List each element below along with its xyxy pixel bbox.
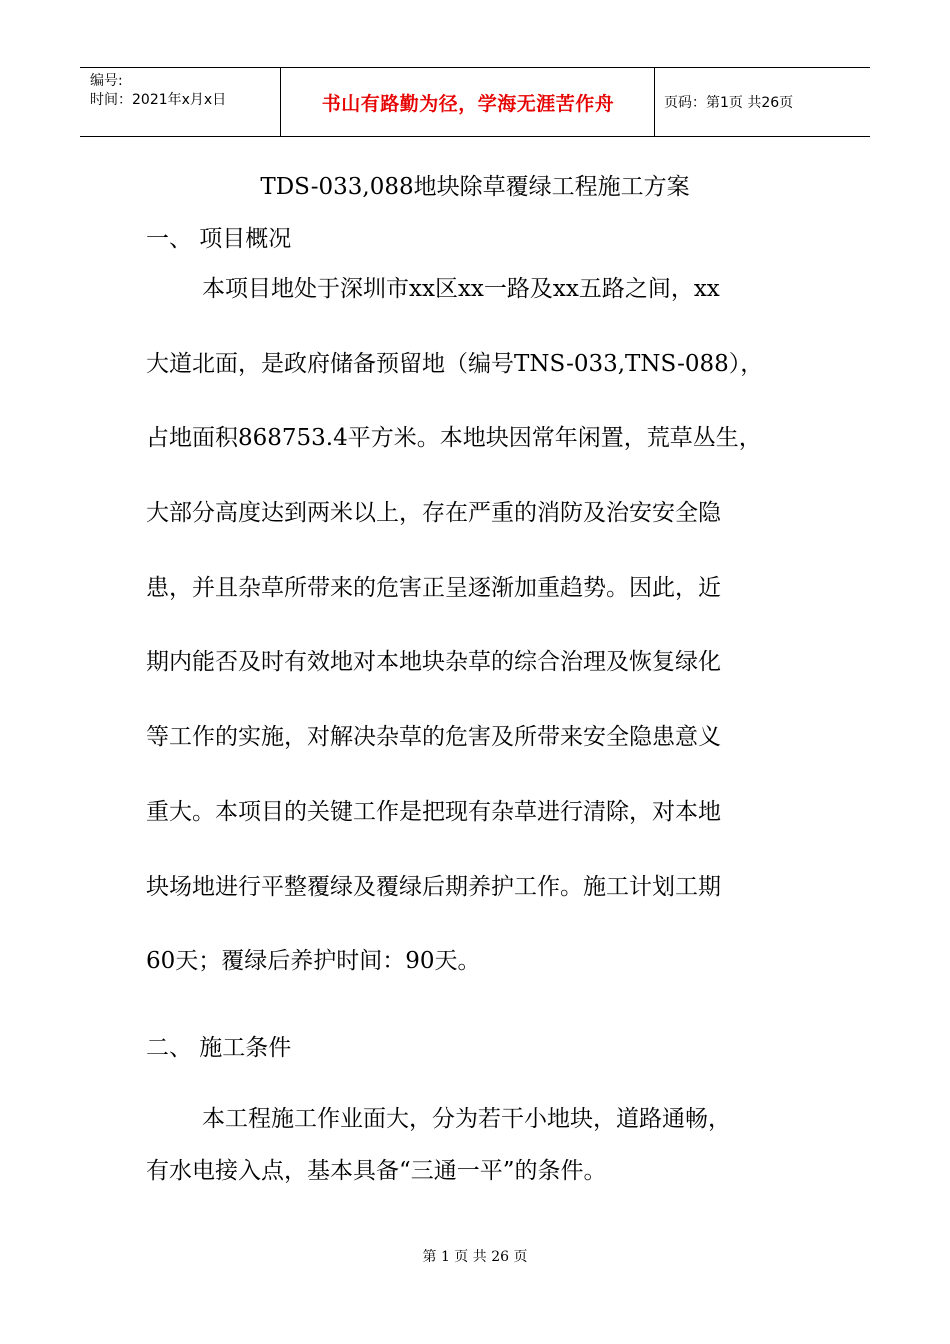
page-footer: 第 1 页 共 26 页 [422, 1249, 528, 1265]
paragraph-line: 大部分高度达到两米以上，存在严重的消防及治安安全隐 [146, 500, 721, 527]
paragraph-line: 等工作的实施，对解决杂草的危害及所带来安全隐患意义 [146, 724, 721, 751]
paragraph-line: 60天；覆绿后养护时间：90天。 [146, 948, 481, 975]
section-2-body [146, 1100, 826, 1204]
paragraph-line: 患，并且杂草所带来的危害正呈逐渐加重趋势。因此，近 [146, 574, 721, 601]
section-1-body [146, 270, 826, 1017]
document-number-label: 编号: [90, 73, 123, 89]
header-divider [654, 68, 655, 136]
section-heading-2: 二、 施工条件 [146, 1035, 292, 1061]
paragraph-line: 期内能否及时有效地对本地块杂草的综合治理及恢复绿化 [146, 649, 721, 676]
paragraph-line: 有水电接入点，基本具备“三通一平”的条件。 [146, 1158, 607, 1184]
paragraph-line: 本工程施工作业面大，分为若干小地块，道路通畅， [202, 1106, 731, 1132]
paragraph-line: 块场地进行平整覆绿及覆绿后期养护工作。施工计划工期 [146, 873, 721, 900]
paragraph-line: 重大。本项目的关键工作是把现有杂草进行清除，对本地 [146, 798, 721, 825]
header-page-info: 页码：第1页 共26页 [664, 95, 794, 111]
document-date: 时间：2021年x月x日 [90, 92, 227, 108]
document-header [80, 67, 870, 137]
paragraph-line: 本项目地处于深圳市xx区xx一路及xx五路之间，xx [202, 276, 720, 302]
paragraph-line: 大道北面，是政府储备预留地（编号TNS-033,TNS-088）， [146, 350, 764, 377]
document-title: TDS-033,088地块除草覆绿工程施工方案 [260, 174, 690, 200]
header-slogan: 书山有路勤为径，学海无涯苦作舟 [321, 92, 615, 115]
section-heading-1: 一、 项目概况 [146, 226, 292, 252]
header-meta [90, 72, 226, 110]
header-divider [280, 68, 281, 136]
paragraph-line: 占地面积868753.4平方米。本地块因常年闲置，荒草丛生， [146, 425, 762, 452]
